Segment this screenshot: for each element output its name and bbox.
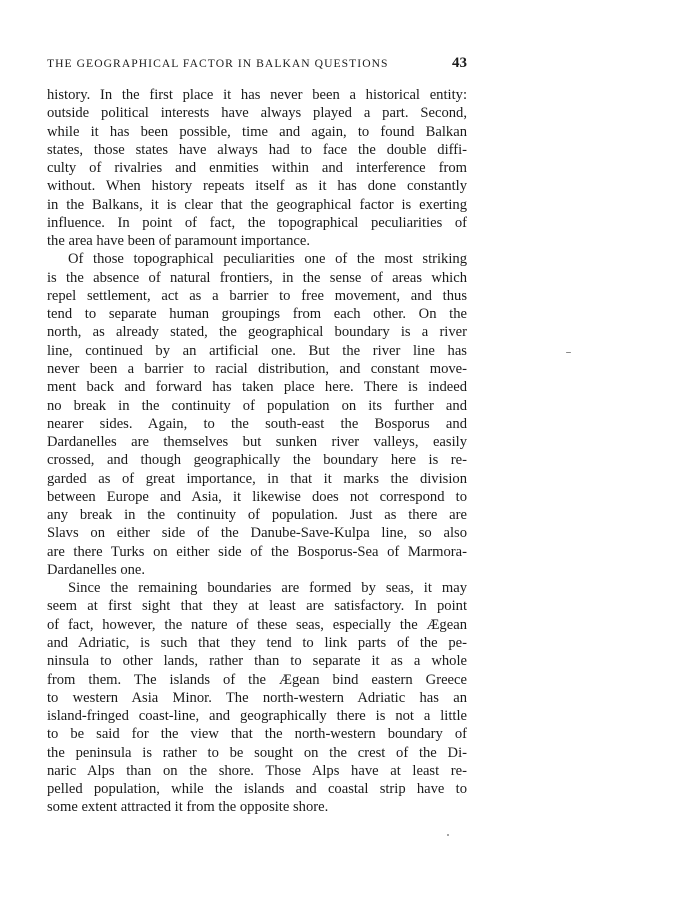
text-line: garded as of great importance, in that it marks the division [47,470,467,487]
text-line: ninsula to other lands, rather than to separate it as a whole [47,653,467,670]
scan-speck [447,834,449,836]
text-line: from them. The islands of the Ægean bind eastern Greece [47,671,467,688]
text-line: ment back and forward has taken place here. There is indeed [47,379,467,396]
text-line: some extent attracted it from the opposite shore. [47,799,329,816]
text-line: the peninsula is rather to be sought on the crest of the Di- [47,744,467,761]
text-line: states, those states have always had to face the double diffi- [47,141,467,158]
scan-speck [566,352,571,353]
text-line: outside political interests have always played a part. Second, [47,105,467,122]
text-line: island-fringed coast-line, and geographically there is not a little [47,708,467,725]
paragraph [47,250,467,579]
text-line: any break in the continuity of population. Just as there are [47,507,467,524]
paragraph [47,86,467,250]
text-line: is the absence of natural frontiers, in the sense of areas which [47,269,467,286]
text-line: line, continued by an artificial one. But the river line has [47,342,467,359]
text-line: never been a barrier to racial distribution, and constant move- [47,360,467,377]
text-line: crossed, and though geographically the boundary here is re- [47,452,467,469]
text-line: to be said for the view that the north-western boundary of [47,726,467,743]
text-line: without. When history repeats itself as it has done constantly [47,178,467,195]
text-line: the area have been of paramount importance. [47,233,310,250]
text-line: north, as already stated, the geographical boundary is a river [47,324,467,341]
page-number: 43 [452,55,467,71]
text-line: seem at first sight that they at least are satisfactory. In point [47,598,467,615]
running-title: THE GEOGRAPHICAL FACTOR IN BALKAN QUESTIONS [47,57,389,70]
body-text [47,86,467,817]
text-line: tend to separate human groupings from each other. On the [47,306,467,323]
text-line: to western Asia Minor. The north-western Adriatic has an [47,689,467,706]
text-line: influence. In point of fact, the topographical peculiarities of [47,214,467,231]
text-line: Slavs on either side of the Danube-Save-Kulpa line, so also [47,525,467,542]
text-line: history. In the first place it has never been a historical entity: [47,87,467,103]
running-head [47,57,467,77]
text-line: pelled population, while the islands and coastal strip have to [47,781,467,798]
text-line: Dardanelles are themselves but sunken river valleys, easily [47,434,467,451]
text-line: and Adriatic, is such that they tend to link parts of the pe- [47,634,467,651]
text-line: between Europe and Asia, it likewise does not correspond to [47,488,467,505]
text-line: no break in the continuity of population on its further and [47,397,467,414]
text-line: Since the remaining boundaries are formed by seas, it may [68,580,467,597]
paragraph [47,579,467,816]
text-line: culty of rivalries and enmities within and interference from [47,160,467,177]
text-line: nearer sides. Again, to the south-east the Bosporus and [47,415,467,432]
text-line: of fact, however, the nature of these seas, especially the Ægean [47,616,467,633]
text-line: Of those topographical peculiarities one of the most striking [68,251,467,268]
text-line: are there Turks on either side of the Bosporus-Sea of Marmora- [47,543,467,560]
text-line: in the Balkans, it is clear that the geographical factor is exerting [47,196,467,213]
text-line: while it has been possible, time and again, to found Balkan [47,123,467,140]
text-line: repel settlement, act as a barrier to free movement, and thus [47,287,467,304]
text-line: Dardanelles one. [47,561,146,578]
text-line: naric Alps than on the shore. Those Alps have at least re- [47,762,467,779]
